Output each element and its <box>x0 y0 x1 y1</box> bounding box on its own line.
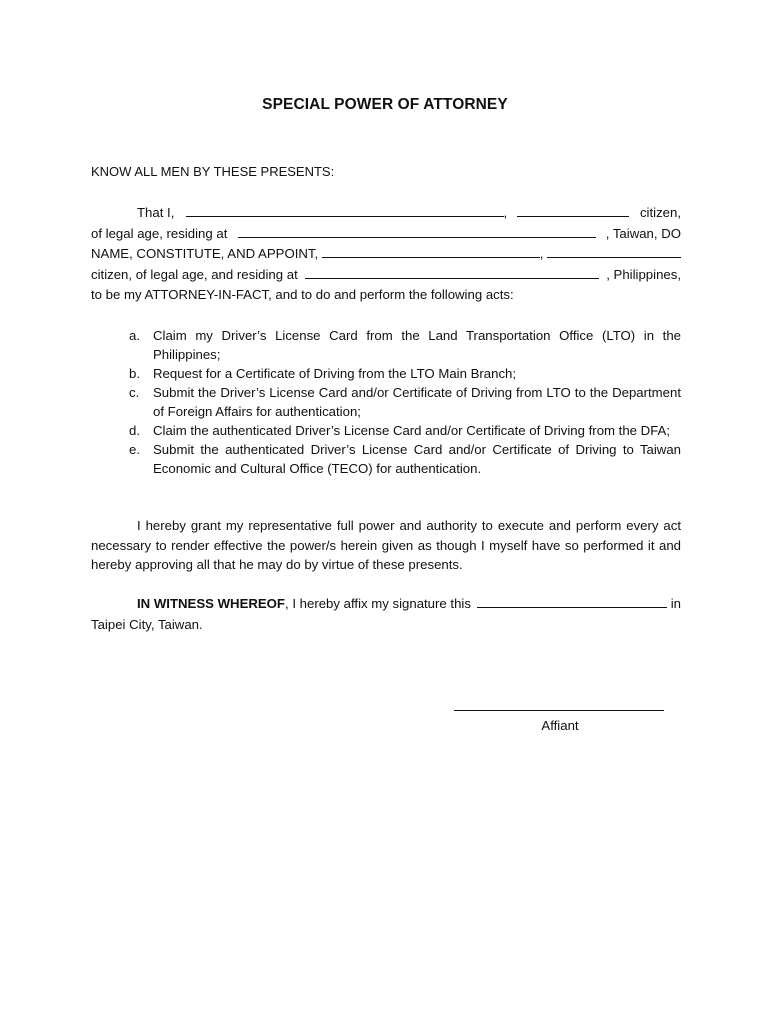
list-marker: b. <box>129 366 140 381</box>
list-item <box>129 326 681 364</box>
list-item-text: Claim the authenticated Driver’s License Card and/or Certificate of Driving from the DFA; <box>153 423 670 438</box>
name-blank[interactable] <box>186 203 504 217</box>
declaration-sep-1: , <box>503 205 508 220</box>
witness-location: Taipei City, Taiwan. <box>91 616 203 632</box>
declaration-attorney-residing: citizen, of legal age, and residing at <box>91 266 298 282</box>
declaration-citizen: citizen, <box>639 205 681 220</box>
declaration-line-1 <box>91 203 681 224</box>
declaration-line-3 <box>91 244 681 265</box>
declaration-taiwan: , Taiwan, DO <box>605 225 681 241</box>
residence-philippines-blank[interactable] <box>305 265 599 279</box>
witness-paragraph <box>91 594 681 635</box>
document-title: SPECIAL POWER OF ATTORNEY <box>262 96 508 113</box>
list-item-text: Claim my Driver’s License Card from the Land Transportation Office (LTO) in the Philippines; <box>153 328 681 362</box>
declaration-line-4 <box>91 265 681 286</box>
residence-taiwan-blank[interactable] <box>238 224 596 238</box>
declaration-attorney-in-fact: to be my ATTORNEY-IN-FACT, and to do and perform the following acts: <box>91 287 514 302</box>
affiant-label: Affiant <box>541 718 579 733</box>
acts-list <box>129 326 681 478</box>
declaration-appoint: NAME, CONSTITUTE, AND APPOINT, <box>91 246 319 261</box>
witness-in: in <box>670 596 681 611</box>
declaration-line-2 <box>91 224 681 245</box>
list-item <box>129 364 681 383</box>
grant-text: I hereby grant my representative full power and authority to execute and perform every act necessary to render effective the power/s herein given as though I myself have so performed it and hereby approving all that he may do by virtue of these presents. <box>91 518 681 572</box>
witness-bold: IN WITNESS WHEREOF <box>137 596 285 611</box>
signature-line[interactable] <box>454 710 664 711</box>
declaration-philippines: , Philippines, <box>606 266 681 282</box>
witness-line-1 <box>91 594 681 615</box>
list-marker: e. <box>129 442 140 457</box>
witness-text: , I hereby affix my signature this <box>285 596 471 611</box>
list-item <box>129 440 681 478</box>
list-marker: c. <box>129 385 140 400</box>
list-item <box>129 421 681 440</box>
witness-line-2 <box>91 615 681 636</box>
list-marker: d. <box>129 423 140 438</box>
list-item-text: Request for a Certificate of Driving from the LTO Main Branch; <box>153 366 517 381</box>
declaration-that-i: That I, <box>137 205 175 220</box>
citizenship-blank[interactable] <box>517 203 629 217</box>
list-marker: a. <box>129 328 140 343</box>
declaration-line-5 <box>91 285 681 306</box>
attorney-citizenship-blank[interactable] <box>547 244 681 258</box>
declaration-residing: of legal age, residing at <box>91 225 228 241</box>
attorney-name-blank[interactable] <box>322 244 540 258</box>
signature-date-blank[interactable] <box>477 594 667 608</box>
intro-text: KNOW ALL MEN BY THESE PRESENTS: <box>91 164 335 179</box>
list-item <box>129 383 681 421</box>
list-item-text: Submit the authenticated Driver’s License Card and/or Certificate of Driving to Taiwan Economic and Cultural Office (TECO) for authentication. <box>153 442 681 476</box>
declaration-sep-3: , <box>539 246 544 261</box>
grant-paragraph <box>91 516 681 575</box>
list-item-text: Submit the Driver’s License Card and/or Certificate of Driving from LTO to the Department of Foreign Affairs for authentication; <box>153 385 681 419</box>
declaration-paragraph <box>91 203 681 306</box>
